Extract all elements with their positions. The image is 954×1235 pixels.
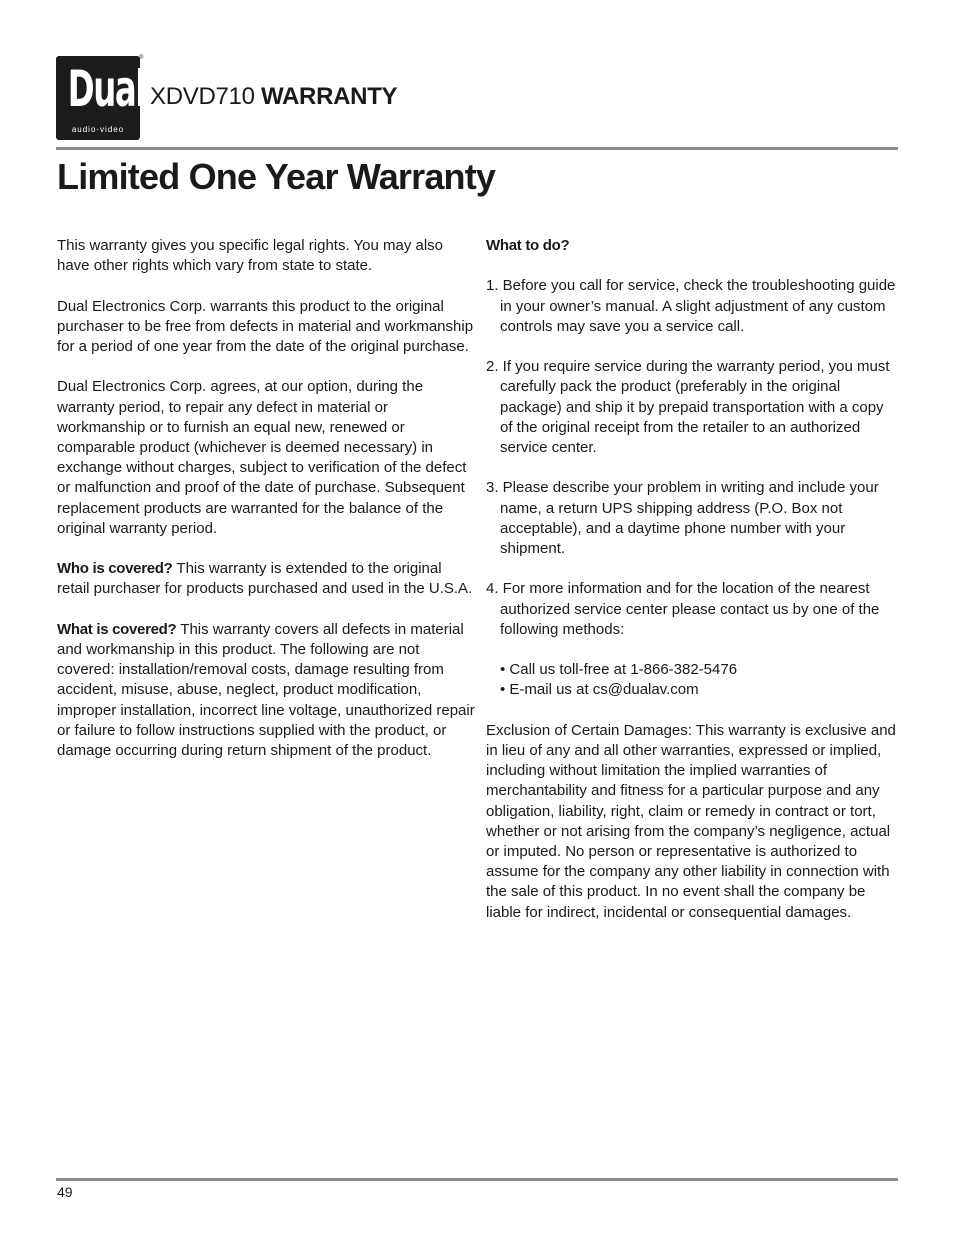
left-column [57,236,475,781]
contact-email: • E-mail us at cs@dualav.com [500,681,699,699]
service-steps-list [486,276,898,640]
dual-logo [56,56,145,140]
service-step: 2. If you require service during the warranty period, you must carefully pack the product (preferably in the original package) and ship it by prepaid transportation with a copy of the original receipt from the retailer to an authorized service center. [486,358,890,456]
warranty-statement-paragraph: Dual Electronics Corp. warrants this product to the original purchaser to be free from defects in material and workmanship for a period of one year from the date of the original purchase. [57,297,474,355]
header-title [150,82,397,112]
what-is-covered-paragraph [57,620,475,761]
what-is-covered-label: What is covered? [57,620,177,638]
what-to-do-heading: What to do? [486,237,570,254]
service-step: 4. For more information and for the location of the nearest authorized service center please contact us by one of the following methods: [486,580,880,638]
who-is-covered-label: Who is covered? [57,560,173,578]
service-step: 1. Before you call for service, check the troubleshooting guide in your owner’s manual. A slight adjustment of any custom controls may save you a service call. [486,277,896,335]
rights-paragraph: This warranty gives you specific legal rights. You may also have other rights which vary from state to state. [57,237,444,275]
logo-wordmark: Dual [67,60,145,118]
exclusion-paragraph: Exclusion of Certain Damages: This warranty is exclusive and in lieu of any and all other warranties, expressed or implied, including without limitation the implied warranties of merchantability and fitness for a particular purpose and any obligation, liability, right, claim or remedy in contract or tort, whether or not arising from the company’s negligence, actual or imputed. No person or representative is authorized to assume for the company any other liability in connection with the sale of this product. In no event shall the company be liable for indirect, incidental or consequential damages. [486,721,896,921]
contact-phone: • Call us toll-free at 1-866-382-5476 [500,661,738,679]
right-column [486,236,898,943]
page-title: Limited One Year Warranty [57,156,496,197]
who-is-covered-text: This warranty is extended to the original retail purchaser for products purchased and used in the U.S.A. [57,560,473,598]
page-number: 49 [57,1184,73,1200]
top-divider [56,147,898,150]
header-section: WARRANTY [261,83,398,110]
contact-methods-list [486,660,898,700]
repair-terms-paragraph: Dual Electronics Corp. agrees, at our option, during the warranty period, to repair any defect in material or workmanship or to furnish an equal new, renewed or comparable product (whichever is deemed necessary) in exchange without charges, subject to verification of the defect or malfunction and proof of the date of purchase. Subsequent replacement products are warranted for the balance of the original warranty period. [57,378,467,537]
who-is-covered-paragraph [57,559,475,599]
what-is-covered-text: This warranty covers all defects in material and workmanship in this product. The following are not covered: installation/removal costs, damage resulting from accident, misuse, abuse, neglect, product modification, improper installation, incorrect line voltage, unauthorized repair or failure to follow instructions supplied with the product, or damage occurring during return shipment of the product. [57,620,475,760]
logo-subtext: audio·video [71,125,125,134]
header-model: XDVD710 [150,83,255,110]
service-step: 3. Please describe your problem in writing and include your name, a return UPS shipping address (P.O. Box not acceptable), and a daytime phone number with your shipment. [486,479,879,557]
bottom-divider [56,1178,898,1181]
registered-mark: ® [139,55,144,61]
